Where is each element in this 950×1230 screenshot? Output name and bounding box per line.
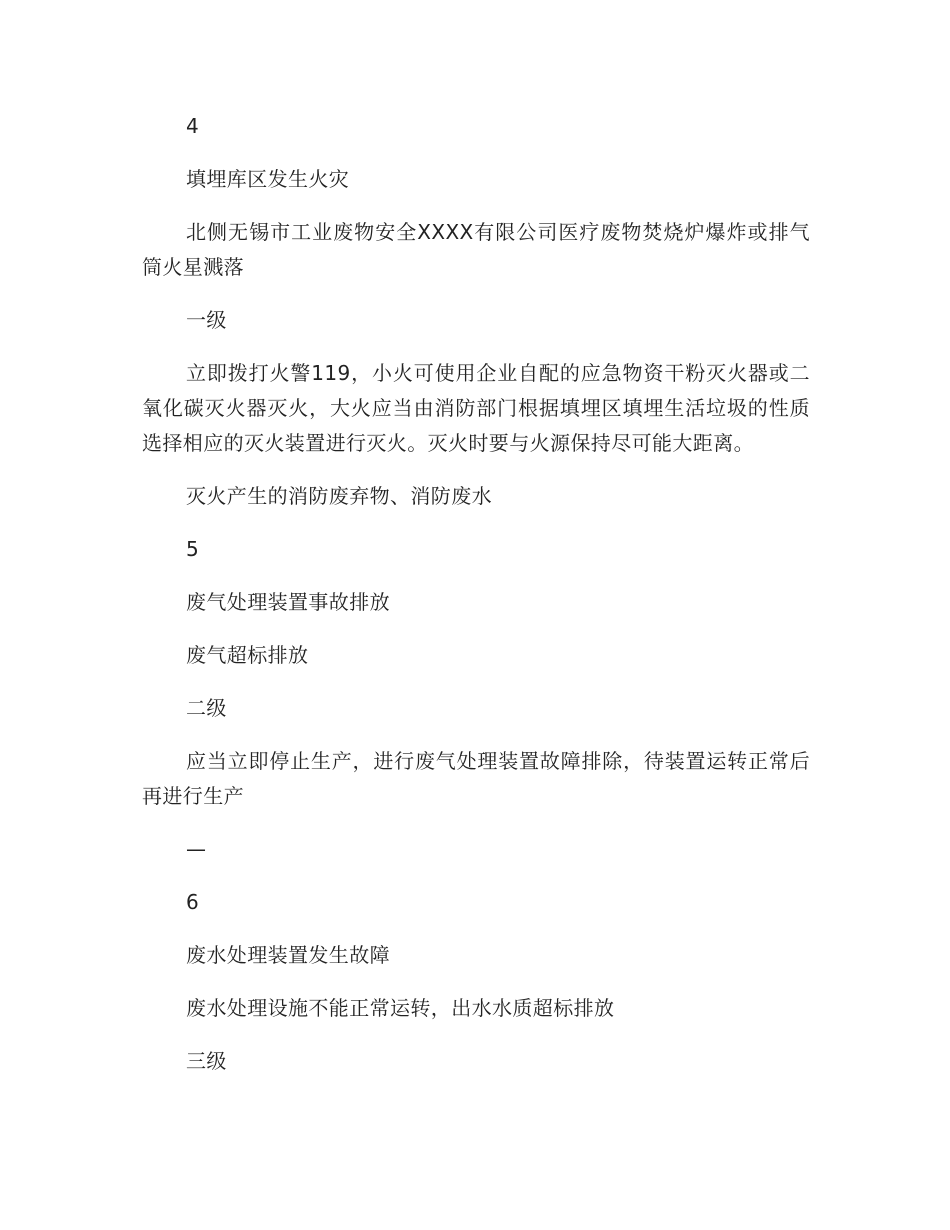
event-response: 应当立即停止生产，进行废气处理装置故障排除，待装置运转正常后再进行生产 bbox=[142, 749, 810, 808]
event-cause: 废气超标排放 bbox=[186, 643, 309, 667]
event-cause: 废水处理设施不能正常运转，出水水质超标排放 bbox=[186, 996, 615, 1020]
document-body bbox=[142, 109, 810, 1097]
event-cause: 北侧无锡市工业废物安全XXXX有限公司医疗废物焚烧炉爆炸或排气筒火星溅落 bbox=[142, 220, 810, 279]
event-title: 填埋库区发生火灾 bbox=[186, 167, 350, 191]
row-number: 4 bbox=[186, 114, 200, 138]
event-level: 一级 bbox=[186, 308, 227, 332]
event-waste: — bbox=[186, 837, 207, 861]
event-title: 废气处理装置事故排放 bbox=[186, 590, 390, 614]
event-level: 二级 bbox=[186, 696, 227, 720]
event-waste: 灭火产生的消防废弃物、消防废水 bbox=[186, 484, 492, 508]
event-level: 三级 bbox=[186, 1049, 227, 1073]
event-title: 废水处理装置发生故障 bbox=[186, 943, 390, 967]
event-response: 立即拨打火警119，小火可使用企业自配的应急物资干粉灭火器或二氧化碳灭火器灭火，大火应当由消防部门根据填埋区填埋生活垃圾的性质选择相应的灭火装置进行灭火。灭火时要与火源保持尽可能大距离。 bbox=[142, 361, 810, 455]
row-number: 5 bbox=[186, 537, 200, 561]
row-number: 6 bbox=[186, 890, 200, 914]
